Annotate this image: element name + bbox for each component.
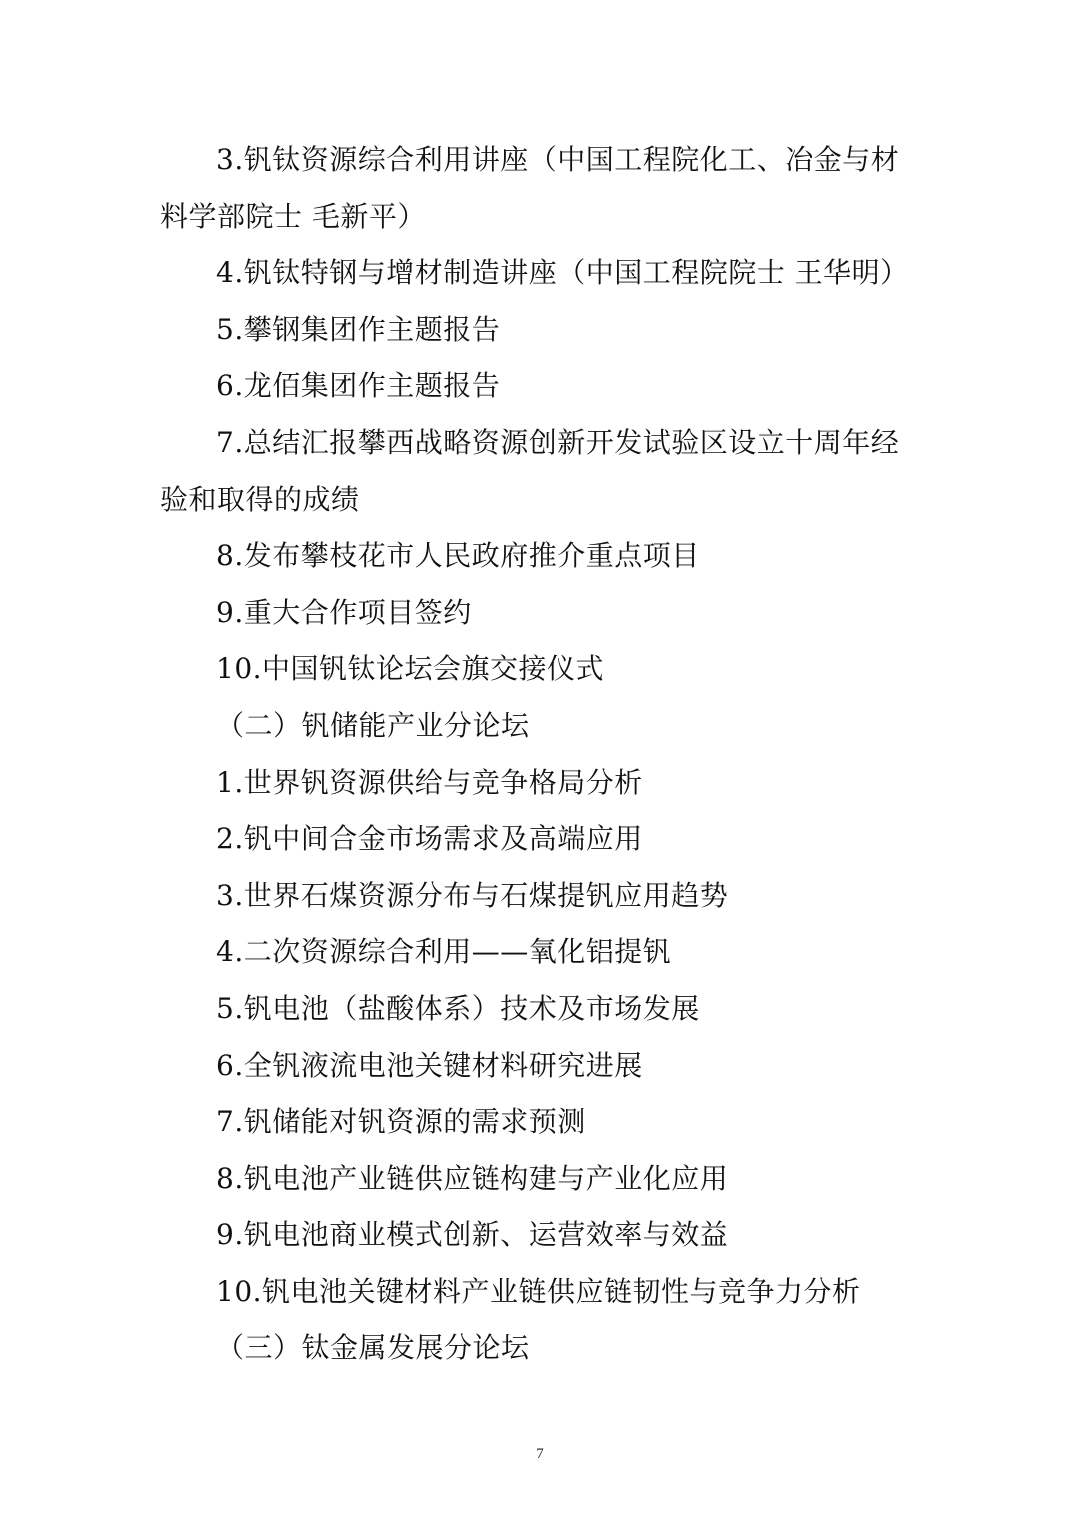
document-body xyxy=(160,132,925,1377)
list-item: 9.重大合作项目签约 xyxy=(216,595,472,629)
list-item: 5.攀钢集团作主题报告 xyxy=(216,312,501,346)
list-item: 5.钒电池（盐酸体系）技术及市场发展 xyxy=(216,991,700,1025)
section-heading: （三）钛金属发展分论坛 xyxy=(216,1331,530,1365)
list-item: 1.世界钒资源供给与竞争格局分析 xyxy=(216,765,643,799)
list-item: 10.中国钒钛论坛会旗交接仪式 xyxy=(216,652,605,686)
list-item: 3.世界石煤资源分布与石煤提钒应用趋势 xyxy=(216,878,729,912)
list-item: 8.发布攀枝花市人民政府推介重点项目 xyxy=(216,539,700,573)
list-item: 6.全钒液流电池关键材料研究进展 xyxy=(216,1048,643,1082)
list-item: 2.钒中间合金市场需求及高端应用 xyxy=(216,822,643,856)
list-item: 8.钒电池产业链供应链构建与产业化应用 xyxy=(216,1161,729,1195)
list-item: 9.钒电池商业模式创新、运营效率与效益 xyxy=(216,1218,729,1252)
page-number: 7 xyxy=(536,1446,544,1462)
section-heading: （二）钒储能产业分论坛 xyxy=(216,708,530,742)
list-item: 7.钒储能对钒资源的需求预测 xyxy=(216,1105,586,1139)
list-item: 4.钒钛特钢与增材制造讲座（中国工程院院士 王华明） xyxy=(216,256,909,290)
list-item: 3.钒钛资源综合利用讲座（中国工程院化工、冶金与材料学部院士 毛新平） xyxy=(160,143,900,233)
list-item: 10.钒电池关键材料产业链供应链韧性与竞争力分析 xyxy=(216,1274,861,1308)
list-item: 7.总结汇报攀西战略资源创新开发试验区设立十周年经验和取得的成绩 xyxy=(160,425,900,516)
list-item: 4.二次资源综合利用——氧化铝提钒 xyxy=(216,935,672,969)
list-item: 6.龙佰集团作主题报告 xyxy=(216,369,501,403)
